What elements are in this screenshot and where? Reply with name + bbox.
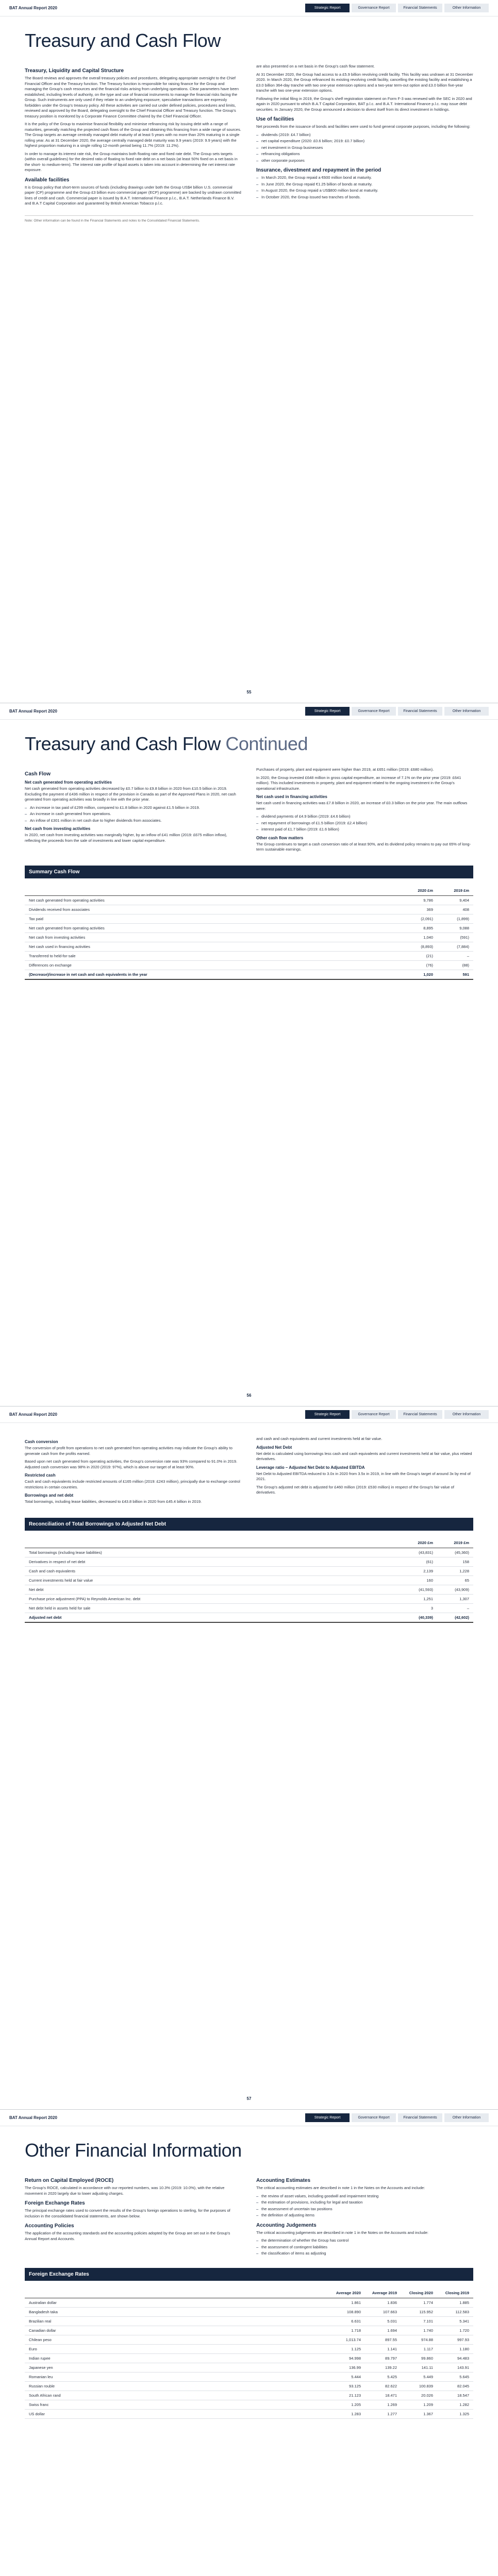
section-heading: Available facilities bbox=[25, 177, 70, 183]
section-tabs bbox=[305, 4, 489, 12]
paragraph: The Group's adjusted net debt is adjusted for £460 million (2019: £530 million) in respect of the Group's fair value of derivatives. bbox=[256, 1484, 454, 1495]
column-header bbox=[25, 886, 401, 896]
tab-other-information[interactable]: Other Information bbox=[444, 707, 489, 716]
cell-value: 94.483 bbox=[437, 2353, 473, 2363]
list-item: – other corporate purposes bbox=[256, 158, 473, 164]
column-header: Average 2019 bbox=[365, 2288, 401, 2298]
cell-value: (591) bbox=[437, 933, 473, 942]
cell-value: 141.11 bbox=[401, 2363, 437, 2372]
paragraph: The Group continues to target a cash conversion ratio of at least 90%, and its dividend policy remains to pay out 65% of long-term sustainable earnings. bbox=[256, 841, 471, 852]
cell-value: (88) bbox=[437, 960, 473, 970]
cell-value: 6.631 bbox=[329, 2316, 365, 2326]
list-item: – In June 2020, the Group repaid €1.25 billion of bonds at maturity. bbox=[256, 182, 473, 188]
cell-value: 1.269 bbox=[365, 2400, 401, 2409]
cell-value: 94.998 bbox=[329, 2353, 365, 2363]
page-title: Other Financial Information bbox=[25, 2140, 242, 2161]
table-title: Summary Cash Flow bbox=[25, 866, 473, 878]
cell-value: 1.125 bbox=[329, 2344, 365, 2353]
cell-value: 369 bbox=[401, 905, 437, 914]
footnote: Note: Other information can be found in the Financial Statements and notes to the Consolidated Financial Statements. bbox=[25, 215, 473, 223]
list-item: – An increase in tax paid of £299 million, compared to £1.8 billion in 2020 against £1.5 billion in 2019. bbox=[25, 805, 242, 811]
page-treasury bbox=[0, 0, 498, 703]
right-column bbox=[256, 64, 473, 209]
cell-value: 1,013.74 bbox=[329, 2335, 365, 2344]
title-continued: Continued bbox=[225, 733, 308, 754]
cell-value: 112.583 bbox=[437, 2307, 473, 2316]
net-debt-reconciliation-table bbox=[25, 1538, 473, 1623]
list-item: – In August 2020, the Group repaid a US$800 million bond at maturity. bbox=[256, 188, 473, 194]
bullet-list bbox=[256, 2238, 473, 2257]
cell-value: 18.471 bbox=[365, 2391, 401, 2400]
cell-value: 1.774 bbox=[401, 2298, 437, 2307]
list-item: – dividend payments of £4.9 billion (2019: £4.6 billion) bbox=[256, 814, 473, 820]
tab-other-information[interactable]: Other Information bbox=[444, 1410, 489, 1419]
left-column bbox=[25, 64, 242, 209]
cell-value: 136.99 bbox=[329, 2363, 365, 2372]
page-title: Treasury and Cash Flow bbox=[25, 30, 221, 51]
tab-financial-statements[interactable]: Financial Statements bbox=[398, 707, 442, 716]
cell-value: 1.885 bbox=[437, 2298, 473, 2307]
paragraph: The Group's ROCE, calculated in accordance with our reported numbers, was 10.3% (2019: 10.0%), with the relative movement in 2020 largely due to lower adjusting charges. bbox=[25, 2185, 225, 2196]
list-item: – An increase in cash generated from operations. bbox=[25, 811, 242, 817]
table-row bbox=[25, 2316, 473, 2326]
cell-value: 82.045 bbox=[437, 2381, 473, 2391]
left-column bbox=[25, 767, 242, 855]
subsection-heading: Adjusted Net Debt bbox=[256, 1445, 292, 1450]
report-title: BAT Annual Report 2020 bbox=[9, 6, 57, 10]
cell-value: 5.444 bbox=[329, 2372, 365, 2381]
tab-strategic-report[interactable]: Strategic Report bbox=[305, 4, 350, 12]
cell-value: 21.123 bbox=[329, 2391, 365, 2400]
cell-value: 1.141 bbox=[365, 2344, 401, 2353]
page-title bbox=[25, 733, 473, 755]
row-label: Net cash used in financing activities bbox=[25, 942, 401, 951]
cell-value: 115.952 bbox=[401, 2307, 437, 2316]
subsection-heading: Other cash flow matters bbox=[256, 835, 304, 840]
subsection-heading: Cash conversion bbox=[25, 1439, 58, 1444]
cell-value: 1,307 bbox=[437, 1594, 473, 1603]
cell-value: 9,786 bbox=[401, 895, 437, 905]
list-item: – the review of asset values, including goodwill and impairment testing bbox=[256, 2194, 473, 2199]
tab-other-information[interactable]: Other Information bbox=[444, 4, 489, 12]
table-row bbox=[25, 2400, 473, 2409]
cell-value: (76) bbox=[401, 960, 437, 970]
cell-value: 1.720 bbox=[437, 2326, 473, 2335]
fx-rates-table bbox=[25, 2288, 473, 2419]
page-number: 57 bbox=[246, 2096, 252, 2101]
tab-strategic-report[interactable]: Strategic Report bbox=[305, 707, 350, 716]
section-tabs bbox=[305, 1410, 489, 1419]
tab-governance-report[interactable]: Governance Report bbox=[352, 707, 396, 716]
subsection-heading: Restricted cash bbox=[25, 1473, 56, 1478]
cell-value: 5.449 bbox=[401, 2372, 437, 2381]
table-title: Foreign Exchange Rates bbox=[25, 2268, 473, 2281]
cell-value: 1.180 bbox=[437, 2344, 473, 2353]
paragraph: Net proceeds from the issuance of bonds and facilities were used to fund general corporate purposes, including the following: bbox=[256, 124, 471, 129]
paragraph: Net cash used in financing activities was £7.8 billion in 2020, an increase of £0.3 billion on the prior year. The main outflows were: bbox=[256, 801, 468, 811]
column-header: 2020 £m bbox=[401, 886, 437, 896]
total-value: 591 bbox=[437, 970, 473, 979]
paragraph: The critical accounting judgements are described in note 1 in the Notes on the Accounts and include: bbox=[256, 2230, 428, 2235]
cell-value: 107.663 bbox=[365, 2307, 401, 2316]
page-net-debt bbox=[0, 1406, 498, 2110]
table-row bbox=[25, 1566, 473, 1575]
section-heading: Accounting Policies bbox=[25, 2223, 74, 2229]
cell-value: (8,893) bbox=[401, 942, 437, 951]
cell-value: 1.117 bbox=[401, 2344, 437, 2353]
subsection-heading: Net cash used in financing activities bbox=[256, 794, 327, 799]
column-header: 2019 £m bbox=[437, 1538, 473, 1548]
paragraph: It is Group policy that short-term sources of funds (including drawings under both the Group US$4 billion U.S. commercial paper (CP) programme and the Group £3 billion euro commercial paper (ECP) programme) are backed by undrawn committed lines of credit and cash. Commercial paper is issued by B.A.T. International Finance p.l.c., B.A.T. Netherlands Finance B.V. and B.A.T Capital Corporation and guaranteed by British American Tobacco p.l.c. bbox=[25, 184, 241, 206]
row-label: Swiss franc bbox=[25, 2400, 329, 2409]
section-heading: Use of facilities bbox=[256, 116, 294, 122]
table-row bbox=[25, 2298, 473, 2307]
row-label: Romanian leu bbox=[25, 2372, 329, 2381]
page-treasury-continued bbox=[0, 703, 498, 1406]
table-row bbox=[25, 923, 473, 933]
paragraph: It is the policy of the Group to maximise financial flexibility and minimise refinancing risk by issuing debt with a range of maturities, generally matching the projected cash flows of the Group and obtaining this financing from a wide range of sources. The Group targets an average centrally managed debt maturity of at least 5 years with no more than 20% maturing in a single rolling year. As at 31 December 2020, the average centrally managed debt maturity was 9.9 years (2019: 9.9 years) with the highest proportion maturing in a single rolling 12-month period being 11.7% (2019: 11.2%). bbox=[25, 122, 241, 148]
cell-value: – bbox=[437, 951, 473, 960]
title-main: Treasury and Cash Flow bbox=[25, 733, 221, 754]
row-label: Bangladesh taka bbox=[25, 2307, 329, 2316]
cell-value: 1.694 bbox=[365, 2326, 401, 2335]
table-row bbox=[25, 2409, 473, 2418]
cell-value: 160 bbox=[401, 1575, 437, 1585]
paragraph: The Board reviews and approves the overall treasury policies and procedures, delegating appropriate oversight to the Chief Financial Officer and the Treasury function. The Treasury function is responsible for raising finance for the Group and managing the Group's cash resources and the financial risks arising from underlying operations. Clear parameters have been established, including levels of authority, on the type and use of financial instruments to manage the financial risks facing the Group. Such instruments are only used if they relate to an underlying exposure; speculative transactions are expressly forbidden under the Group's treasury policy. All these activities are carried out under defined policies, procedures and limits, reviewed and approved by the Board, delegating oversight to the Chief Financial Officer and Treasury function. The Group's treasury position is monitored by a Corporate Finance Committee chaired by the Chief Financial Officer. bbox=[25, 76, 239, 118]
left-column bbox=[25, 2174, 242, 2258]
row-label: Total borrowings (including lease liabilities) bbox=[25, 1548, 401, 1557]
bullet-list bbox=[256, 2194, 473, 2218]
cell-value: 1.861 bbox=[329, 2298, 365, 2307]
table-row bbox=[25, 1585, 473, 1594]
section-heading: Accounting Judgements bbox=[256, 2222, 317, 2228]
table-row bbox=[25, 2391, 473, 2400]
row-label: Net debt held in assets held for sale bbox=[25, 1603, 401, 1613]
tab-governance-report[interactable]: Governance Report bbox=[352, 4, 396, 12]
row-label: Dividends received from associates bbox=[25, 905, 401, 914]
cell-value: 1,040 bbox=[401, 933, 437, 942]
cell-value: 108.890 bbox=[329, 2307, 365, 2316]
table-row bbox=[25, 2381, 473, 2391]
column-header: Average 2020 bbox=[329, 2288, 365, 2298]
table-header-row bbox=[25, 2288, 473, 2298]
paragraph: Cash and cash equivalents include restricted amounts of £165 million (2019: £243 million), principally due to exchange control restrictions in certain countries. bbox=[25, 1479, 240, 1489]
paragraph: Purchases of property, plant and equipment were higher than 2019, at £651 million (2019: £680 million). bbox=[256, 767, 434, 772]
cell-value: 9,088 bbox=[437, 923, 473, 933]
cell-value: 3 bbox=[401, 1603, 437, 1613]
list-item: – net investment in Group businesses bbox=[256, 145, 473, 151]
cell-value: (21) bbox=[401, 951, 437, 960]
left-column bbox=[25, 1436, 242, 1507]
row-label: Indian rupee bbox=[25, 2353, 329, 2363]
row-label: Net cash from investing activities bbox=[25, 933, 401, 942]
row-label: Differences on exchange bbox=[25, 960, 401, 970]
list-item: – the assessment of contingent liabilities bbox=[256, 2245, 473, 2250]
paragraph: The critical accounting estimates are described in note 1 in the Notes on the Accounts and include: bbox=[256, 2185, 425, 2190]
paragraph: Following the initial filing in 2019, the Group's shelf registration statement on Form F-3 was renewed with the SEC in 2020 and again in 2020 pursuant to which B.A.T Capital Corporation, BAT p.l.c. and B.A.T. International Finance p.l.c. may issue debt securities. In January 2020, the Group announced a decision to divest itself from its direct investment in holdings. bbox=[256, 96, 472, 112]
section-heading: Accounting Estimates bbox=[256, 2178, 311, 2183]
summary-cash-flow-table bbox=[25, 886, 473, 980]
cell-value: 1.205 bbox=[329, 2400, 365, 2409]
list-item: – In October 2020, the Group issued two tranches of bonds. bbox=[256, 195, 473, 200]
paragraph: The application of the accounting standards and the accounting policies adopted by the Group are set out in the Group's Annual Report and Accounts. bbox=[25, 2231, 230, 2241]
cell-value: 18.547 bbox=[437, 2391, 473, 2400]
table-row bbox=[25, 960, 473, 970]
section-heading: Insurance, divestment and repayment in the period bbox=[256, 167, 381, 173]
column-header bbox=[25, 2288, 329, 2298]
cell-value: 20.026 bbox=[401, 2391, 437, 2400]
cell-value: 99.860 bbox=[401, 2353, 437, 2363]
subsection-heading: Borrowings and net debt bbox=[25, 1493, 74, 1498]
cell-value: 1,251 bbox=[401, 1594, 437, 1603]
cell-value: 82.622 bbox=[365, 2381, 401, 2391]
section-heading: Foreign Exchange Rates bbox=[25, 2200, 85, 2206]
paragraph: At 31 December 2020, the Group had access to a £5.9 billion revolving credit facility. This facility was undrawn at 31 December 2020. In March 2020, the Group refinanced its existing revolving credit facility, cancelling the existing facility and establishing a £3.0 billion 364-day tranche with two one-year extension options and a two-year term-out option and £3.0 billion five-year tranche with two one-year extension options. bbox=[256, 72, 473, 93]
list-item: – interest paid of £1.7 billion (2019: £1.6 billion) bbox=[256, 827, 473, 833]
row-label: Canadian dollar bbox=[25, 2326, 329, 2335]
cell-value: 974.88 bbox=[401, 2335, 437, 2344]
cell-value: 5.425 bbox=[365, 2372, 401, 2381]
table-header-row bbox=[25, 886, 473, 896]
cell-value: 89.797 bbox=[365, 2353, 401, 2363]
cell-value: 1.325 bbox=[437, 2409, 473, 2418]
tab-financial-statements[interactable]: Financial Statements bbox=[398, 4, 442, 12]
cell-value: 408 bbox=[437, 905, 473, 914]
list-item: – the estimation of provisions, including for legal and taxation bbox=[256, 2200, 473, 2206]
cell-value: 65 bbox=[437, 1575, 473, 1585]
paragraph: are also presented on a net basis in the Group's cash flow statement. bbox=[256, 64, 375, 69]
row-label: Net debt bbox=[25, 1585, 401, 1594]
table-row bbox=[25, 1548, 473, 1557]
tab-financial-statements[interactable]: Financial Statements bbox=[398, 2113, 442, 2122]
table-row bbox=[25, 2372, 473, 2381]
total-label: Adjusted net debt bbox=[25, 1613, 401, 1622]
row-label: Purchase price adjustment (PPA) to Reynolds American Inc. debt bbox=[25, 1594, 401, 1603]
paragraph: Net cash generated from operating activities decreased by £0.7 billion to £9.8 billion in 2020 from £10.5 billion in 2019. Excluding the payment of £436 million in respect of the provision in Canada as part of the Approved Plans in 2020, net cash generated from operating activities was broadly in line with the prior year. bbox=[25, 786, 236, 802]
right-column bbox=[256, 1436, 473, 1507]
paragraph: In 2020, net cash from investing activities was marginally higher, by an inflow of £41 million (2019: £675 million inflow), reflecting the proceeds from the sale of investments and lower capital expenditure. bbox=[25, 833, 227, 843]
row-label: Net cash generated from operating activities bbox=[25, 923, 401, 933]
cell-value: 5.645 bbox=[437, 2372, 473, 2381]
paragraph: The principal exchange rates used to convert the results of the Group's foreign operations to sterling, for the purposes of inclusion in the consolidated financial statements, are shown below. bbox=[25, 2208, 230, 2218]
cell-value: 1.367 bbox=[401, 2409, 437, 2418]
report-title: BAT Annual Report 2020 bbox=[9, 1412, 57, 1417]
total-label: (Decrease)/increase in net cash and cash equivalents in the year bbox=[25, 970, 401, 979]
list-item: – dividends (2019: £4.7 billion) bbox=[256, 132, 473, 138]
list-item: – net capital expenditure (2020: £0.6 billion; 2019: £0.7 billion) bbox=[256, 139, 473, 144]
paragraph: Based upon net cash generated from operating activities, the Group's conversion rate was 93% compared to 91.0% in 2019. Adjusted cash conversion was 98% in 2020 (2019: 97%), which is above our target of at least 90%. bbox=[25, 1459, 238, 1469]
tab-governance-report[interactable]: Governance Report bbox=[352, 2113, 396, 2122]
cell-value: 8,895 bbox=[401, 923, 437, 933]
report-header bbox=[0, 703, 498, 720]
column-header: 2020 £m bbox=[401, 1538, 437, 1548]
cell-value: 143.91 bbox=[437, 2363, 473, 2372]
table-title: Reconciliation of Total Borrowings to Adjusted Net Debt bbox=[25, 1518, 473, 1531]
section-tabs bbox=[305, 2113, 489, 2122]
table-row bbox=[25, 933, 473, 942]
table-row bbox=[25, 2363, 473, 2372]
section-heading: Cash Flow bbox=[25, 771, 51, 777]
row-label: US dollar bbox=[25, 2409, 329, 2418]
cell-value: (61) bbox=[401, 1557, 437, 1566]
cell-value: – bbox=[437, 1603, 473, 1613]
total-value: 1,020 bbox=[401, 970, 437, 979]
cell-value: 1.283 bbox=[329, 2409, 365, 2418]
cell-value: 1.277 bbox=[365, 2409, 401, 2418]
tab-other-information[interactable]: Other Information bbox=[444, 2113, 489, 2122]
cell-value: (43,909) bbox=[437, 1585, 473, 1594]
page-number: 56 bbox=[246, 1393, 252, 1398]
row-label: Brazilian real bbox=[25, 2316, 329, 2326]
tab-strategic-report[interactable]: Strategic Report bbox=[305, 1410, 350, 1419]
row-label: Cash and cash equivalents bbox=[25, 1566, 401, 1575]
paragraph: Net Debt to Adjusted EBITDA reduced to 3.0x in 2020 from 3.5x in 2019, in line with the Group's target of around 3x by end of 2021. bbox=[256, 1471, 471, 1481]
cell-value: 1.836 bbox=[365, 2298, 401, 2307]
cell-value: (7,884) bbox=[437, 942, 473, 951]
subsection-heading: Net cash from investing activities bbox=[25, 826, 91, 831]
total-value: (42,602) bbox=[437, 1613, 473, 1622]
paragraph: In 2020, the Group invested £648 million in gross capital expenditure, an increase of 7.1% on the prior year (2019: £641 million). This included investments in property, plant and equipment related to the ongoing investment in the Group's operational infrastructure. bbox=[256, 775, 461, 791]
cell-value: (1,899) bbox=[437, 914, 473, 923]
total-row bbox=[25, 1613, 473, 1622]
table-row bbox=[25, 2344, 473, 2353]
cell-value: 9,404 bbox=[437, 895, 473, 905]
bullet-list bbox=[256, 814, 473, 833]
list-item: – the assessment of uncertain tax positions bbox=[256, 2207, 473, 2212]
list-item: – An inflow of £301 million in net cash due to higher dividends from associates. bbox=[25, 818, 242, 824]
column-header: Closing 2019 bbox=[437, 2288, 473, 2298]
cell-value: 1.740 bbox=[401, 2326, 437, 2335]
paragraph: In order to manage its interest rate risk, the Group maintains both floating rate and fixed rate debt. The Group sets targets (within overall guidelines) for the desired ratio of floating to fixed rate debt on a net basis (at least 50% fixed on a net basis in the short- to medium-term). The interest rate profile of liquid assets is taken into account in determining the net interest rate exposure. bbox=[25, 151, 238, 172]
cell-value: (2,091) bbox=[401, 914, 437, 923]
right-column bbox=[256, 767, 473, 855]
list-item: – net repayment of borrowings of £1.5 billion (2019: £2.4 billion) bbox=[256, 821, 473, 826]
report-header bbox=[0, 0, 498, 16]
subsection-heading: Net cash generated from operating activities bbox=[25, 780, 112, 785]
table-row bbox=[25, 1603, 473, 1613]
cell-value: 158 bbox=[437, 1557, 473, 1566]
row-label: Net cash generated from operating activities bbox=[25, 895, 401, 905]
cell-value: 5.031 bbox=[365, 2316, 401, 2326]
cell-value: 997.93 bbox=[437, 2335, 473, 2344]
cell-value: 1,228 bbox=[437, 1566, 473, 1575]
bullet-list bbox=[256, 132, 473, 164]
table-row bbox=[25, 2307, 473, 2316]
cell-value: 5.341 bbox=[437, 2316, 473, 2326]
cell-value: (43,831) bbox=[401, 1548, 437, 1557]
paragraph: Net debt is calculated using borrowings less cash and cash equivalents and current investments held at fair value, plus related derivatives. bbox=[256, 1451, 472, 1461]
row-label: Tax paid bbox=[25, 914, 401, 923]
list-item: – the determination of whether the Group has control bbox=[256, 2238, 473, 2244]
paragraph: and cash and cash equivalents and current investments held at fair value. bbox=[256, 1436, 383, 1441]
table-row bbox=[25, 914, 473, 923]
row-label: Current investments held at fair value bbox=[25, 1575, 401, 1585]
section-tabs bbox=[305, 707, 489, 716]
row-label: Derivatives in respect of net debt bbox=[25, 1557, 401, 1566]
cell-value: 1.282 bbox=[437, 2400, 473, 2409]
paragraph: The conversion of profit from operations to net cash generated from operating activities may indicate the Group's ability to generate cash from the profits earned. bbox=[25, 1446, 233, 1456]
cell-value: 100.839 bbox=[401, 2381, 437, 2391]
table-row bbox=[25, 942, 473, 951]
cell-value: (41,593) bbox=[401, 1585, 437, 1594]
cell-value: (45,360) bbox=[437, 1548, 473, 1557]
table-row bbox=[25, 1575, 473, 1585]
tab-governance-report[interactable]: Governance Report bbox=[352, 1410, 396, 1419]
row-label: South African rand bbox=[25, 2391, 329, 2400]
table-row bbox=[25, 1594, 473, 1603]
list-item: – the classification of items as adjusting bbox=[256, 2251, 473, 2257]
row-label: Chilean peso bbox=[25, 2335, 329, 2344]
section-heading: Return on Capital Employed (ROCE) bbox=[25, 2178, 114, 2183]
cell-value: 1.718 bbox=[329, 2326, 365, 2335]
report-header bbox=[0, 1406, 498, 1423]
report-header bbox=[0, 2110, 498, 2126]
row-label: Transferred to held-for-sale bbox=[25, 951, 401, 960]
table-row bbox=[25, 1557, 473, 1566]
table-row bbox=[25, 2335, 473, 2344]
table-row bbox=[25, 2326, 473, 2335]
total-row bbox=[25, 970, 473, 979]
table-row bbox=[25, 2353, 473, 2363]
table-row bbox=[25, 895, 473, 905]
column-header: 2019 £m bbox=[437, 886, 473, 896]
bullet-list bbox=[25, 805, 242, 824]
list-item: – In March 2020, the Group repaid a €600 million bond at maturity. bbox=[256, 175, 473, 181]
row-label: Australian dollar bbox=[25, 2298, 329, 2307]
page-number: 55 bbox=[246, 690, 252, 694]
page-other-financial-information bbox=[0, 2110, 498, 2576]
list-item: – the definition of adjusting items bbox=[256, 2213, 473, 2218]
row-label: Euro bbox=[25, 2344, 329, 2353]
table-header-row bbox=[25, 1538, 473, 1548]
table-row bbox=[25, 905, 473, 914]
tab-financial-statements[interactable]: Financial Statements bbox=[398, 1410, 442, 1419]
row-label: Russian rouble bbox=[25, 2381, 329, 2391]
column-header bbox=[25, 1538, 401, 1548]
bullet-list bbox=[256, 175, 473, 200]
tab-strategic-report[interactable]: Strategic Report bbox=[305, 2113, 350, 2122]
table-row bbox=[25, 951, 473, 960]
cell-value: 897.55 bbox=[365, 2335, 401, 2344]
report-title: BAT Annual Report 2020 bbox=[9, 709, 57, 714]
cell-value: 139.22 bbox=[365, 2363, 401, 2372]
report-title: BAT Annual Report 2020 bbox=[9, 2115, 57, 2120]
cell-value: 7.101 bbox=[401, 2316, 437, 2326]
list-item: – refinancing obligations bbox=[256, 151, 473, 157]
row-label: Japanese yen bbox=[25, 2363, 329, 2372]
column-header: Closing 2020 bbox=[401, 2288, 437, 2298]
paragraph: Total borrowings, including lease liabilities, decreased to £43.8 billion in 2020 from £45.4 billion in 2019. bbox=[25, 1499, 202, 1504]
subsection-heading: Leverage ratio – Adjusted Net Debt to Adjusted EBITDA bbox=[256, 1465, 365, 1470]
total-value: (40,339) bbox=[401, 1613, 437, 1622]
section-heading: Treasury, Liquidity and Capital Structure bbox=[25, 68, 124, 74]
cell-value: 1.209 bbox=[401, 2400, 437, 2409]
cell-value: 93.125 bbox=[329, 2381, 365, 2391]
right-column bbox=[256, 2174, 473, 2258]
cell-value: 2,139 bbox=[401, 1566, 437, 1575]
